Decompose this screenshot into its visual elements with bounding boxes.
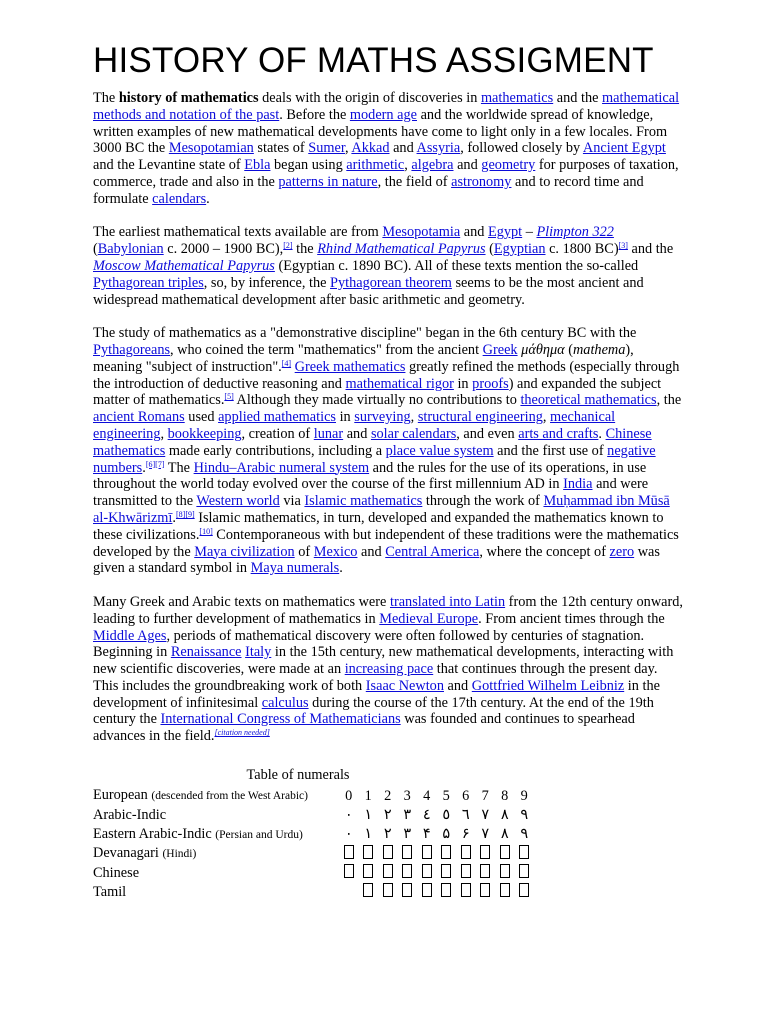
article-link[interactable]: calendars — [152, 190, 207, 207]
article-link[interactable]: Isaac Newton — [365, 677, 444, 694]
article-link[interactable]: Mesopotamia — [382, 224, 461, 241]
article-link[interactable]: Middle Ages — [93, 627, 167, 644]
numeral-digit: ۰ — [344, 826, 353, 843]
missing-glyph-icon — [441, 883, 451, 897]
article-link[interactable]: lunar — [313, 425, 344, 442]
numeral-digit: ۸ — [500, 826, 509, 843]
numeral-system-label: Tamil — [93, 884, 127, 901]
paragraph-text: Islamic mathematics, in turn, developed and expanded the mathematics known to these civilizations. — [93, 509, 664, 543]
paragraph-text: and to record time and formulate — [93, 173, 644, 207]
missing-glyph-icon — [398, 883, 418, 902]
article-link[interactable]: mechanical engineering — [93, 409, 616, 442]
numeral-system-label: Devanagari — [93, 845, 159, 862]
paragraph-text: , who coined the term "mathematics" from the ancient — [170, 341, 483, 358]
paragraph-text: began using — [270, 157, 347, 174]
numeral-system-name — [93, 786, 339, 806]
paragraph-text: in the 15th century, new mathematical developments, interacting with new scientific discoveries, were made at an — [93, 644, 674, 678]
missing-glyph-icon — [476, 883, 496, 902]
paragraph-text: ) and expanded the subject matter of mathematics. — [93, 375, 662, 409]
missing-glyph-icon — [359, 883, 379, 902]
numeral-digit: 4 — [423, 787, 431, 804]
article-link[interactable]: Western world — [196, 493, 280, 510]
paragraph-text: was given a standard symbol in — [93, 543, 660, 577]
italic-term: μάθημα — [521, 341, 565, 358]
paragraph-text: that continues through the present day. This includes the groundbreaking work of both — [93, 661, 658, 694]
numeral-system-note: (descended from the West Arabic) — [151, 790, 308, 803]
page-title: HISTORY OF MATHS ASSIGMENT — [93, 41, 654, 80]
numerals-row — [93, 844, 534, 864]
numeral-digit: ٨ — [500, 806, 509, 823]
citation-link[interactable]: [3] — [618, 241, 628, 251]
numeral-system-name — [93, 844, 339, 864]
numeral-digit: ۵ — [442, 826, 451, 843]
missing-glyph-icon — [378, 844, 398, 864]
intro-paragraph — [93, 90, 683, 208]
missing-glyph-icon — [500, 864, 510, 878]
article-link[interactable]: Mesopotamian — [168, 140, 254, 157]
missing-glyph-icon — [383, 845, 393, 859]
citation-link[interactable]: [8][9] — [175, 509, 195, 519]
missing-glyph-icon — [363, 883, 373, 897]
article-link[interactable]: ancient Romans — [93, 409, 185, 426]
numeral-digit: ۹ — [520, 826, 529, 843]
missing-glyph-icon — [378, 883, 398, 902]
missing-glyph-icon — [495, 844, 515, 864]
missing-glyph-icon — [519, 864, 529, 878]
article-link[interactable]: Greek mathematics — [294, 358, 406, 375]
paragraph-text: and the — [627, 241, 674, 258]
article-link[interactable]: calculus — [261, 694, 309, 711]
article-link[interactable]: Maya numerals — [250, 560, 340, 577]
article-link[interactable]: Medieval Europe — [379, 610, 479, 627]
missing-glyph-icon — [441, 864, 451, 878]
article-link[interactable]: Assyria — [416, 140, 461, 157]
paragraph-text: ), meaning "subject of instruction". — [93, 341, 634, 375]
paragraph-text: ( — [564, 341, 573, 358]
article-link[interactable]: Pythagoreans — [93, 341, 171, 358]
article-link[interactable]: Mexico — [313, 543, 358, 560]
paragraph-text: , — [345, 140, 352, 157]
paragraph-text: in — [453, 375, 473, 392]
missing-glyph-icon — [422, 845, 432, 859]
paragraph-text: The study of mathematics as a "demonstrative discipline" began in the 6th century BC with the — [93, 325, 637, 342]
numeral-digit: ۶ — [461, 826, 470, 843]
missing-glyph-icon — [476, 864, 496, 883]
article-link[interactable]: Moscow Mathematical Papyrus — [93, 257, 275, 274]
numeral-system-note: (Hindi) — [162, 848, 197, 861]
paragraph-text: for purposes of taxation, commerce, trade and also in the — [93, 157, 679, 190]
numeral-digit: 5 — [442, 787, 450, 804]
citation-superscript — [146, 460, 165, 469]
paragraph-text: during the course of the 17th century. At the end of the 19th century the — [93, 694, 654, 728]
article-link[interactable]: Egyptian — [493, 241, 546, 258]
numeral-system-name — [93, 806, 339, 825]
italic-term: mathema — [572, 341, 626, 358]
paragraph-text: , so, by inference, the — [203, 274, 331, 291]
paragraph-text: c. 2000 – 1900 BC), — [163, 241, 284, 258]
citation-link[interactable]: [citation needed] — [214, 728, 270, 738]
article-link[interactable]: geometry — [481, 157, 536, 174]
numeral-digit: 1 — [364, 787, 372, 804]
article-link[interactable]: Muḥammad ibn Mūsā al-Khwārizmī — [93, 493, 670, 526]
article-link[interactable]: Gottfried Wilhelm Leibniz — [471, 677, 625, 694]
missing-glyph-icon — [476, 844, 496, 864]
article-link[interactable]: Central America — [385, 543, 480, 560]
numerals-row — [93, 786, 534, 806]
missing-glyph-icon — [339, 864, 359, 883]
missing-glyph-icon — [437, 844, 457, 864]
article-link[interactable]: arts and crafts — [518, 425, 599, 442]
numerals-row — [93, 864, 534, 883]
missing-glyph-icon — [402, 864, 412, 878]
missing-glyph-icon — [456, 883, 476, 902]
article-link[interactable]: zero — [609, 543, 635, 560]
paragraph-text: and the rules for the use of its operations, in use throughout the world today evolved over the course of the first millennium AD in — [93, 459, 647, 493]
citation-link[interactable]: [4] — [281, 358, 292, 368]
paragraph-text: (Egyptian c. 1890 BC). All of these texts mention the so-called — [274, 257, 639, 274]
missing-glyph-icon — [441, 845, 451, 859]
paragraph-text: – — [522, 224, 537, 241]
paragraph-text: and the worldwide spread of knowledge, written examples of new mathematical developments have come to light only in a few locales. From 3000 BC the — [93, 106, 668, 157]
article-link[interactable]: Hindu–Arabic numeral system — [193, 459, 370, 476]
numeral-digit: ۴ — [422, 826, 431, 843]
paragraph-text: of — [294, 543, 314, 560]
article-link[interactable]: Plimpton 322 — [536, 224, 614, 241]
numeral-system-label: Eastern Arabic-Indic — [93, 825, 212, 842]
paragraph-text: , — [542, 409, 551, 426]
numeral-system-name — [93, 825, 339, 845]
document-page — [93, 40, 683, 902]
missing-glyph-icon — [461, 864, 471, 878]
paragraph-text: from the 12th century onward, leading to further development of mathematics in — [93, 593, 683, 627]
missing-glyph-icon — [437, 864, 457, 883]
paragraph-text: , where the concept of — [479, 543, 610, 560]
missing-glyph-icon — [402, 883, 412, 897]
article-link[interactable]: Ebla — [244, 157, 271, 174]
missing-glyph-icon — [500, 883, 510, 897]
missing-glyph-icon — [422, 883, 432, 897]
article-link[interactable]: solar calendars — [370, 425, 457, 442]
paragraph-text: , — [404, 157, 412, 174]
article-link[interactable]: theoretical mathematics — [520, 392, 657, 409]
paragraph-text: . From ancient times through the — [478, 610, 665, 627]
article-link[interactable]: mathematical rigor — [345, 375, 454, 392]
citation-superscript — [214, 728, 269, 737]
paragraph-text: . — [339, 560, 343, 577]
paragraph-text: The — [93, 90, 119, 106]
numeral-digit: ۲ — [383, 826, 392, 843]
paragraph-text: and — [389, 140, 417, 157]
article-link[interactable]: Babylonian — [97, 241, 164, 258]
numeral-digit: 0 — [345, 787, 353, 804]
paragraph-text: , creation of — [241, 425, 314, 442]
numerals-row — [93, 883, 534, 902]
citation-link[interactable]: [10] — [199, 526, 213, 536]
paragraph-text: greatly refined the methods (especially through the introduction of deductive reasoning and — [93, 358, 680, 392]
missing-glyph-icon — [363, 864, 373, 878]
paragraph-text: The — [164, 459, 194, 476]
missing-glyph-icon — [339, 844, 359, 864]
numeral-digit: 2 — [384, 787, 392, 804]
article-link[interactable]: proofs — [472, 375, 509, 392]
citation-superscript — [224, 392, 233, 401]
missing-glyph-icon — [344, 864, 354, 878]
article-link[interactable]: Greek — [482, 341, 518, 358]
missing-glyph-icon — [417, 844, 437, 864]
paragraph-text: , the field of — [377, 173, 452, 190]
missing-glyph-icon — [417, 883, 437, 902]
article-link[interactable]: translated into Latin — [389, 593, 506, 610]
missing-glyph-icon — [519, 845, 529, 859]
citation-superscript — [619, 241, 628, 250]
article-link[interactable]: patterns in nature — [278, 173, 378, 190]
citation-link[interactable]: [5] — [224, 392, 234, 402]
missing-glyph-icon — [344, 845, 354, 859]
article-link[interactable]: Akkad — [351, 140, 390, 157]
article-link[interactable]: Renaissance — [170, 644, 242, 661]
article-link[interactable]: Egypt — [488, 224, 523, 241]
article-link[interactable]: surveying — [354, 409, 411, 426]
paragraph-text: and the — [553, 90, 603, 106]
article-link[interactable]: negative numbers — [93, 442, 656, 476]
article-link[interactable]: Chinese mathematics — [93, 425, 652, 459]
missing-glyph-icon — [398, 844, 418, 864]
article-link[interactable]: structural engineering — [417, 409, 543, 426]
missing-glyph-icon — [500, 845, 510, 859]
numerals-table-caption: Table of numerals — [246, 767, 350, 784]
paragraph-text: the — [292, 241, 318, 258]
paragraph-text: , periods of mathematical discovery were often followed by centuries of stagnation. Beginning in — [93, 627, 645, 661]
greek-mathematics-paragraph — [93, 325, 683, 577]
missing-glyph-icon — [402, 845, 412, 859]
numeral-digit: ٠ — [344, 806, 353, 823]
missing-glyph-icon — [398, 864, 418, 883]
paragraph-text: and the first use of — [493, 442, 608, 459]
paragraph-text: was founded and continues to spearhead advances in the field. — [93, 711, 635, 745]
earliest-texts-paragraph — [93, 224, 683, 308]
article-link[interactable]: Pythagorean triples — [93, 274, 204, 291]
medieval-europe-paragraph — [93, 594, 683, 745]
bold-term: history of mathematics — [118, 90, 259, 106]
paragraph-text: , and even — [456, 425, 519, 442]
paragraph-text: seems to be the most ancient and widespread mathematical development after basic arithmetic and geometry. — [93, 274, 644, 308]
paragraph-text: deals with the origin of discoveries in — [258, 90, 481, 106]
numeral-digit: 3 — [403, 787, 411, 804]
missing-glyph-icon — [378, 864, 398, 883]
paragraph-text: , followed closely by — [460, 140, 583, 157]
numeral-digit: 7 — [481, 787, 489, 804]
paragraph-text: . Before the — [279, 106, 350, 123]
article-link[interactable]: algebra — [411, 157, 454, 174]
paragraph-text: The earliest mathematical texts available are from — [93, 224, 383, 241]
numeral-digit: ٥ — [442, 806, 451, 823]
article-link[interactable]: India — [563, 476, 593, 493]
article-link[interactable]: Rhind Mathematical Papyrus — [317, 241, 486, 258]
paragraph-text: c. 1800 BC) — [545, 241, 619, 258]
paragraph-text: . — [172, 509, 176, 526]
paragraph-text: , — [410, 409, 418, 426]
paragraph-text: and the Levantine state of — [93, 157, 245, 174]
paragraph-text: in — [336, 409, 355, 426]
paragraph-text: used — [184, 409, 219, 426]
missing-glyph-icon — [495, 864, 515, 883]
citation-superscript — [199, 527, 212, 536]
article-link[interactable]: place value system — [385, 442, 494, 459]
article-link[interactable]: Pythagorean theorem — [330, 274, 452, 291]
paragraph-text: , — [160, 425, 168, 442]
numeral-digit: ٩ — [520, 806, 529, 823]
numeral-digit: ۱ — [364, 826, 373, 843]
citation-superscript — [176, 510, 195, 519]
article-link[interactable]: Ancient Egypt — [582, 140, 666, 157]
paragraph-text: Contemporaneous with but independent of these traditions were the mathematics developed by the — [93, 526, 679, 560]
numeral-digit: ٦ — [461, 806, 470, 823]
numeral-system-label: Chinese — [93, 865, 140, 882]
article-link[interactable]: International Congress of Mathematicians — [160, 711, 401, 728]
numeral-system-name — [93, 864, 339, 883]
missing-glyph-icon — [515, 864, 535, 883]
missing-glyph-icon — [461, 845, 471, 859]
paragraph-text: in the development of infinitesimal — [93, 677, 660, 711]
missing-glyph-icon — [495, 883, 515, 902]
numeral-digit: 8 — [501, 787, 509, 804]
article-link[interactable]: arithmetic — [346, 157, 405, 174]
numeral-system-label: European — [93, 787, 148, 804]
article-link[interactable]: Italy — [245, 644, 272, 661]
missing-glyph-icon — [515, 844, 535, 864]
paragraph-text: Although they made virtually no contributions to — [233, 392, 521, 409]
missing-glyph-icon — [359, 844, 379, 864]
numeral-digit: ٧ — [481, 806, 490, 823]
paragraph-text: through the work of — [422, 493, 544, 510]
missing-glyph-icon — [480, 845, 490, 859]
missing-glyph-icon — [437, 883, 457, 902]
missing-glyph-icon — [456, 844, 476, 864]
article-link[interactable]: Sumer — [308, 140, 346, 157]
numeral-digit: 6 — [462, 787, 470, 804]
paragraph-text: ( — [93, 241, 98, 258]
numeral-system-name — [93, 883, 339, 902]
article-link[interactable]: mathematical methods and notation of the past — [93, 90, 680, 123]
citation-link[interactable]: [6][7] — [145, 459, 165, 469]
missing-glyph-icon — [480, 883, 490, 897]
paragraph-text: . — [598, 425, 606, 442]
paragraph-text: via — [279, 493, 305, 510]
paragraph-text: . — [206, 190, 210, 207]
missing-glyph-icon — [363, 845, 373, 859]
numeral-digit: ۳ — [403, 826, 412, 843]
missing-glyph-icon — [422, 864, 432, 878]
article-link[interactable]: Islamic mathematics — [304, 493, 423, 510]
missing-glyph-icon — [359, 864, 379, 883]
paragraph-text: and — [453, 157, 482, 174]
article-link[interactable]: mathematics — [480, 90, 554, 106]
paragraph-text: , the — [656, 392, 682, 409]
citation-superscript — [282, 359, 291, 368]
numeral-digit: ١ — [364, 806, 373, 823]
paragraph-text: Many Greek and Arabic texts on mathematics were — [93, 593, 390, 610]
paragraph-text: and — [460, 224, 488, 241]
paragraph-text: ( — [485, 241, 494, 258]
missing-glyph-icon — [515, 883, 535, 902]
numeral-digit: ٢ — [383, 806, 392, 823]
numerals-row — [93, 806, 534, 825]
paragraph-text: and — [357, 543, 386, 560]
paragraph-text: states of — [253, 140, 309, 157]
numeral-digit: 9 — [520, 787, 528, 804]
numeral-digit: ٤ — [422, 806, 431, 823]
numeral-system-note: (Persian and Urdu) — [215, 828, 303, 841]
missing-glyph-icon — [417, 864, 437, 883]
numerals-row — [93, 825, 534, 845]
paragraph-text: made early contributions, including a — [165, 442, 386, 459]
citation-superscript — [283, 241, 292, 250]
paragraph-text: and were transmitted to the — [93, 476, 649, 510]
missing-glyph-icon — [461, 883, 471, 897]
article-link[interactable]: increasing pace — [344, 661, 434, 678]
article-link[interactable]: modern age — [349, 106, 417, 123]
article-link[interactable]: Maya civilization — [194, 543, 295, 560]
numeral-digit: ۷ — [481, 826, 490, 843]
missing-glyph-icon — [456, 864, 476, 883]
numeral-digit: ٣ — [403, 806, 412, 823]
paragraph-text: . — [142, 459, 146, 476]
missing-glyph-icon — [383, 864, 393, 878]
paragraph-text: and — [443, 677, 472, 694]
numerals-table — [93, 786, 534, 902]
article-link[interactable]: astronomy — [451, 173, 512, 190]
numeral-system-label: Arabic-Indic — [93, 806, 167, 823]
article-link[interactable]: bookkeeping — [167, 425, 242, 442]
missing-glyph-icon — [480, 864, 490, 878]
paragraph-text: and — [343, 425, 371, 442]
missing-glyph-icon — [519, 883, 529, 897]
numeral-digit — [339, 883, 359, 902]
missing-glyph-icon — [383, 883, 393, 897]
article-link[interactable]: applied mathematics — [218, 409, 336, 426]
citation-link[interactable]: [2] — [283, 241, 293, 251]
